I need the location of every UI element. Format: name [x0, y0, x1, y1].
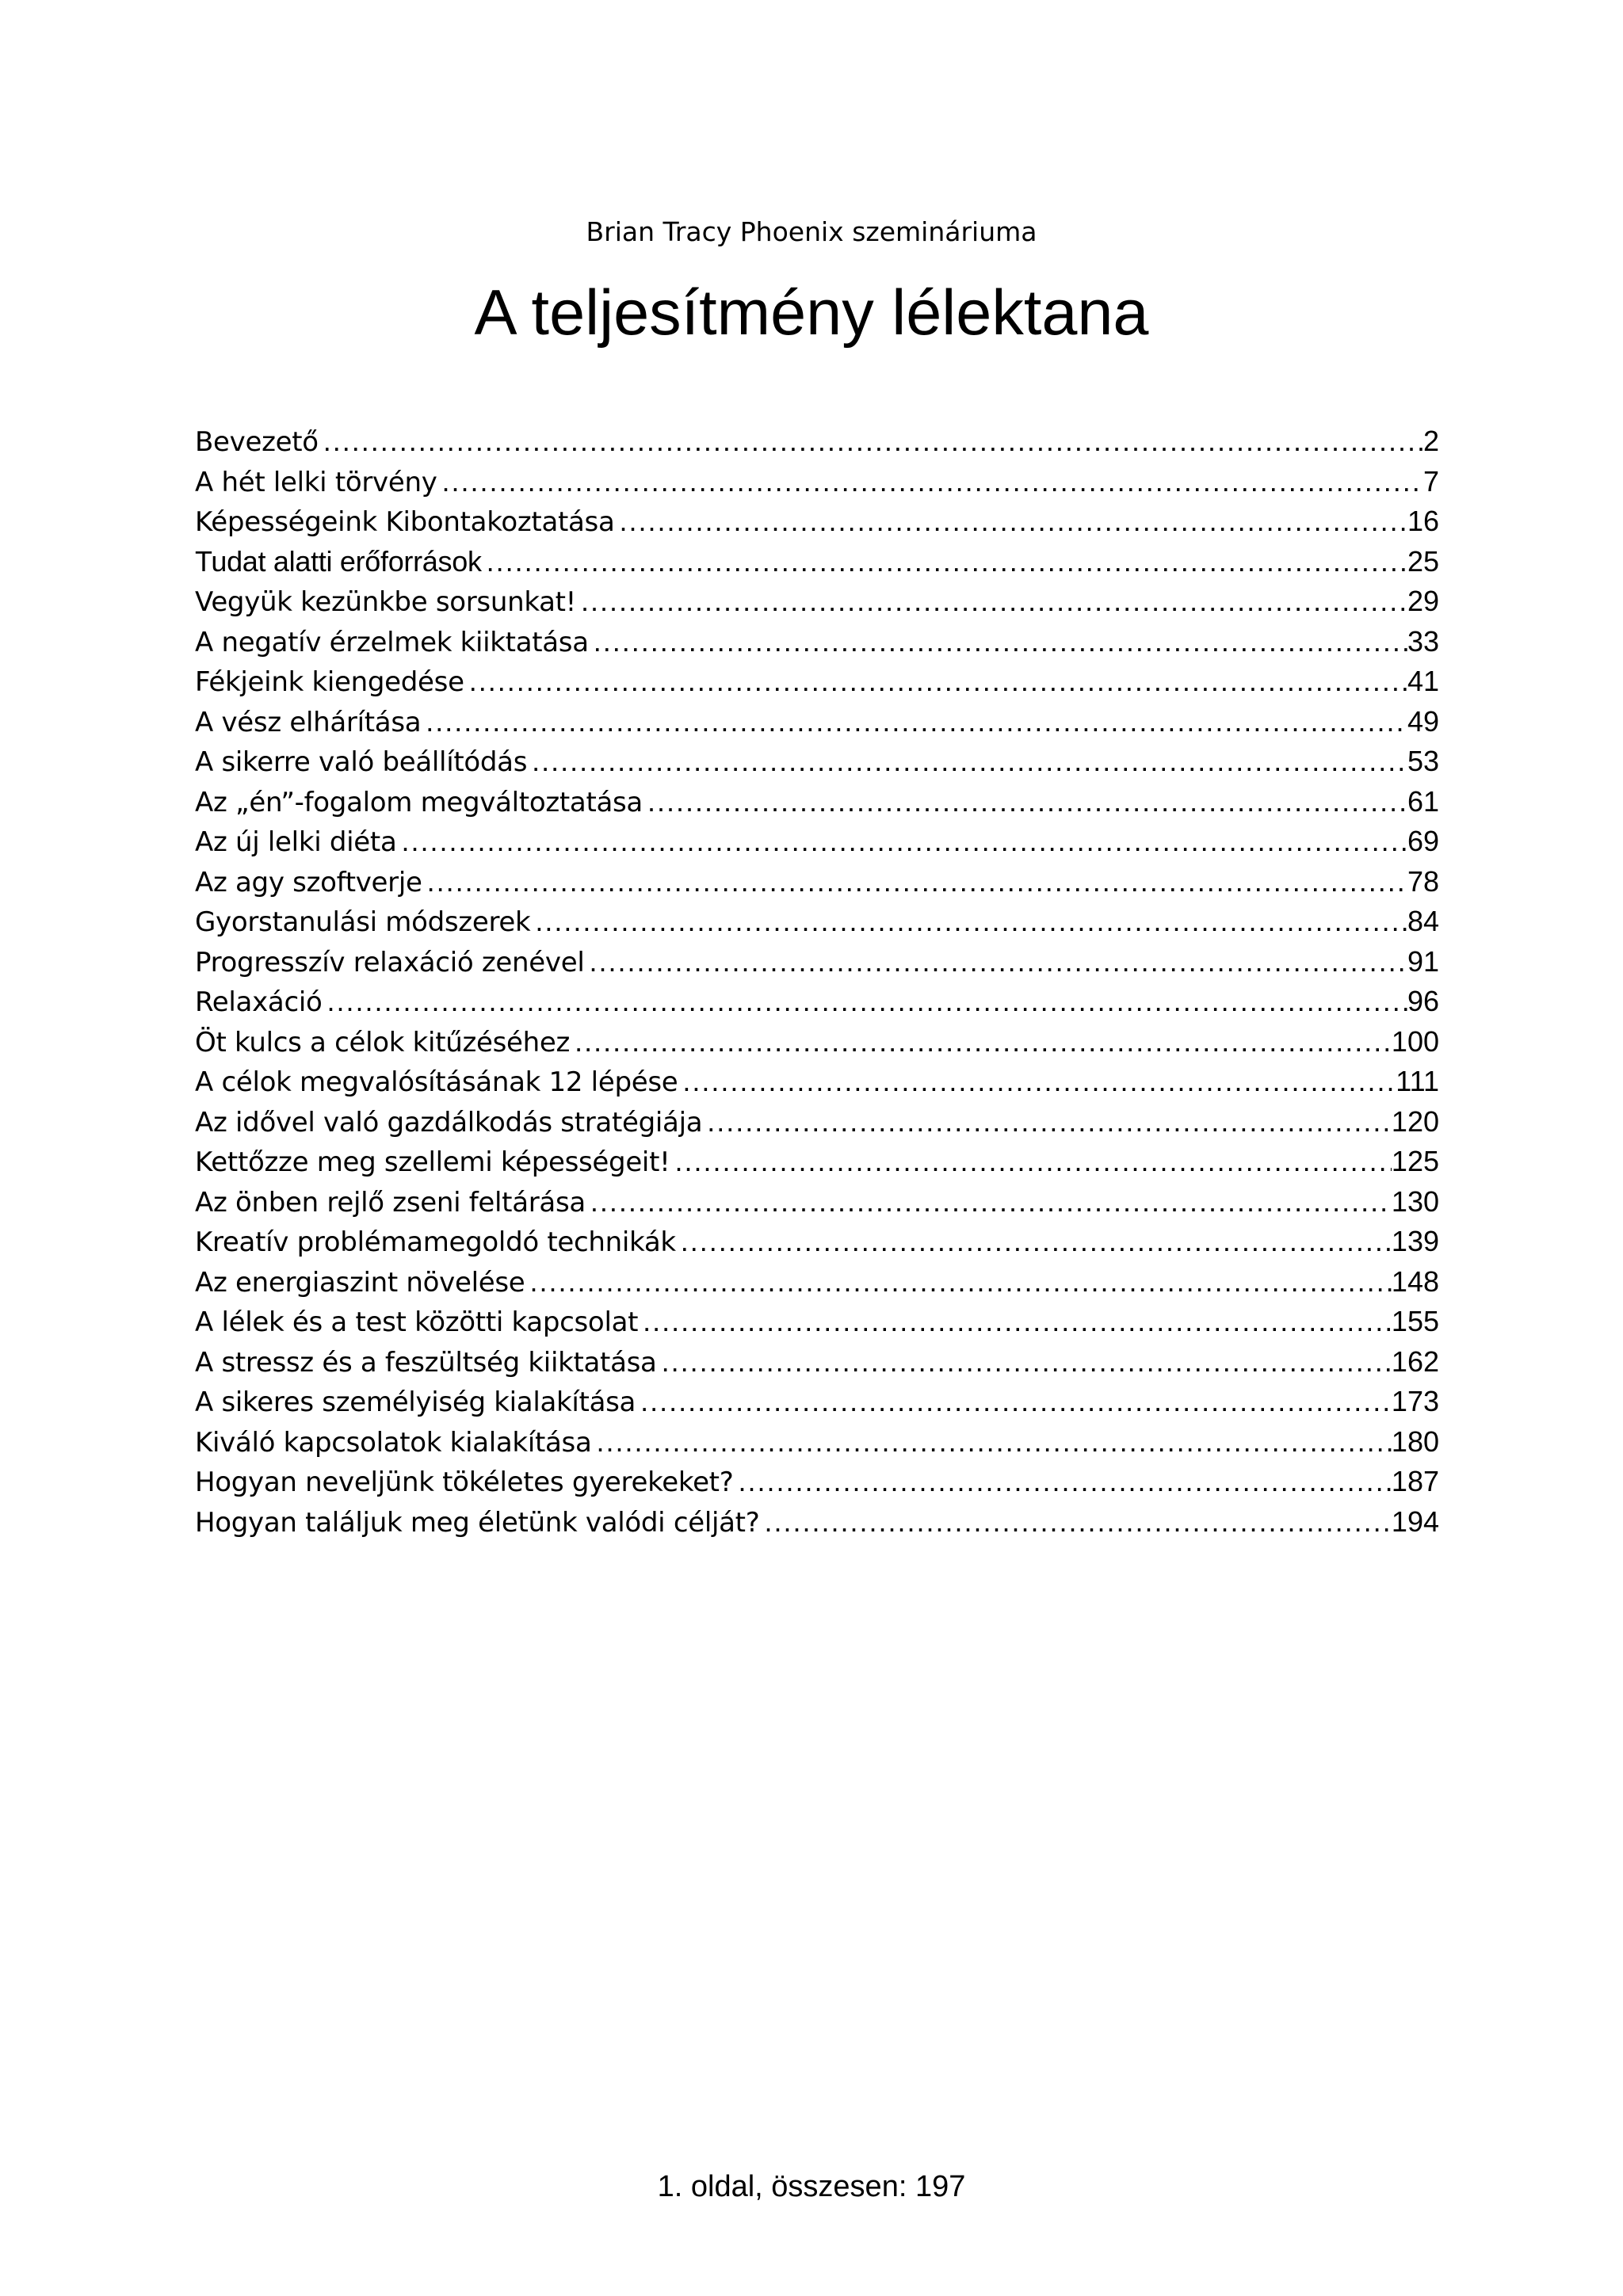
- toc-entry-page: 180: [1391, 1425, 1439, 1458]
- toc-entry: [195, 945, 1439, 986]
- toc-entry: [195, 785, 1439, 826]
- toc-entry-title: A vész elhárítása: [195, 706, 422, 738]
- toc-entry-page: 16: [1407, 505, 1439, 537]
- toc-entry-title: Az önben rejlő zseni feltárása: [195, 1186, 586, 1219]
- toc-entry: [195, 1305, 1439, 1345]
- toc-entry: [195, 1145, 1439, 1185]
- toc-entry-page: 162: [1391, 1344, 1439, 1378]
- toc-entry-title: A sikerre való beállítódás: [195, 746, 528, 778]
- toc-entry-title: Vegyük kezünkbe sorsunkat!: [195, 586, 577, 618]
- toc-entry-page: 61: [1407, 784, 1439, 818]
- toc-entry: [195, 905, 1439, 945]
- toc-dot-leader: [636, 1385, 1392, 1418]
- toc-entry-page: 84: [1407, 905, 1439, 937]
- toc-dot-leader: [638, 1305, 1392, 1338]
- toc-dot-leader: [570, 1025, 1392, 1058]
- toc-dot-leader: [702, 1105, 1392, 1138]
- toc-entry: [195, 1225, 1439, 1265]
- toc-entry-title: A célok megvalósításának 12 lépése: [195, 1066, 678, 1098]
- toc-entry-page: 194: [1391, 1505, 1439, 1538]
- toc-entry: [195, 505, 1439, 545]
- toc-entry-title: Képességeink Kibontakoztatása: [195, 506, 615, 538]
- toc-entry: [195, 1385, 1439, 1425]
- toc-dot-leader: [657, 1345, 1392, 1379]
- toc-entry-title: Progresszív relaxáció zenével: [195, 946, 585, 978]
- toc-entry: [195, 1505, 1439, 1546]
- toc-entry-title: Az új lelki diéta: [195, 826, 397, 858]
- toc-entry: [195, 665, 1439, 705]
- toc-entry-page: 111: [1396, 1065, 1439, 1097]
- toc-entry-page: 49: [1407, 704, 1439, 738]
- toc-entry-title: Tudat alatti erőforrások: [195, 544, 482, 578]
- toc-entry-page: 148: [1391, 1264, 1439, 1298]
- toc-entry-page: 33: [1407, 624, 1439, 658]
- toc-entry-page: 130: [1391, 1184, 1439, 1218]
- toc-dot-leader: [464, 665, 1407, 698]
- toc-entry: [195, 1105, 1439, 1146]
- toc-entry-title: Hogyan találjuk meg életünk valódi célját?: [195, 1506, 760, 1539]
- toc-entry: [195, 705, 1439, 746]
- toc-dot-leader: [592, 1425, 1392, 1459]
- toc-entry-title: Az „én”-fogalom megváltoztatása: [195, 786, 643, 818]
- toc-entry-title: Bevezető: [195, 426, 319, 458]
- toc-entry: [195, 825, 1439, 865]
- toc-entry-page: 125: [1391, 1145, 1439, 1177]
- toc-entry-page: 155: [1391, 1305, 1439, 1337]
- toc-dot-leader: [530, 905, 1407, 938]
- toc-dot-leader: [733, 1465, 1391, 1498]
- toc-entry-page: 139: [1391, 1225, 1439, 1257]
- toc-entry: [195, 1345, 1439, 1386]
- toc-entry-title: Az agy szoftverje: [195, 866, 422, 898]
- toc-entry-title: Hogyan neveljünk tökéletes gyerekeket?: [195, 1466, 734, 1498]
- toc-entry: [195, 1065, 1439, 1105]
- toc-entry: [195, 1025, 1439, 1066]
- toc-entry-title: Gyorstanulási módszerek: [195, 906, 531, 938]
- toc-dot-leader: [670, 1145, 1391, 1178]
- toc-entry-title: A sikeres személyiség kialakítása: [195, 1386, 636, 1418]
- toc-entry: [195, 865, 1439, 906]
- toc-entry: [195, 1185, 1439, 1226]
- toc-dot-leader: [584, 945, 1407, 978]
- toc-entry: [195, 625, 1439, 666]
- toc-entry-page: 96: [1407, 985, 1439, 1017]
- toc-dot-leader: [615, 505, 1407, 538]
- toc-entry: [195, 1425, 1439, 1466]
- toc-dot-leader: [437, 465, 1423, 498]
- toc-entry-page: 187: [1391, 1465, 1439, 1497]
- toc-entry-page: 69: [1407, 825, 1439, 857]
- toc-dot-leader: [421, 705, 1407, 738]
- toc-entry-title: A hét lelki törvény: [195, 466, 437, 498]
- toc-dot-leader: [676, 1225, 1392, 1258]
- toc-dot-leader: [759, 1505, 1391, 1539]
- document-title: A teljesítmény lélektana: [474, 277, 1149, 349]
- toc-dot-leader: [323, 985, 1407, 1018]
- toc-dot-leader: [678, 1065, 1396, 1098]
- toc-entry-page: 91: [1407, 944, 1439, 978]
- toc-entry-title: Az energiaszint növelése: [195, 1266, 525, 1299]
- toc-entry: [195, 1265, 1439, 1306]
- toc-dot-leader: [525, 1265, 1391, 1299]
- toc-entry: [195, 745, 1439, 785]
- toc-entry-title: Fékjeink kiengedése: [195, 666, 464, 698]
- toc-dot-leader: [396, 825, 1407, 858]
- toc-entry: [195, 1465, 1439, 1505]
- toc-entry-page: 2: [1423, 425, 1439, 457]
- toc-entry-title: Kreatív problémamegoldó technikák: [195, 1226, 676, 1258]
- toc-entry: [195, 465, 1439, 505]
- toc-entry-title: A lélek és a test közötti kapcsolat: [195, 1306, 639, 1338]
- toc-entry: [195, 425, 1439, 465]
- toc-entry-title: Öt kulcs a célok kitűzéséhez: [195, 1026, 571, 1058]
- toc-entry-page: 25: [1407, 544, 1439, 578]
- toc-entry: [195, 545, 1439, 585]
- toc-dot-leader: [643, 785, 1407, 818]
- toc-dot-leader: [589, 625, 1407, 658]
- toc-entry-page: 120: [1391, 1104, 1439, 1138]
- toc-entry-title: Relaxáció: [195, 986, 323, 1018]
- toc-entry-title: Az idővel való gazdálkodás stratégiája: [195, 1106, 703, 1138]
- toc-entry-title: A negatív érzelmek kiiktatása: [195, 626, 589, 658]
- toc-entry-page: 53: [1407, 745, 1439, 777]
- toc-entry: [195, 585, 1439, 625]
- toc-entry: [195, 985, 1439, 1025]
- toc-entry-title: Kettőzze meg szellemi képességeit!: [195, 1146, 670, 1178]
- document-subtitle: Brian Tracy Phoenix szemináriuma: [586, 216, 1037, 247]
- toc-entry-title: Kiváló kapcsolatok kialakítása: [195, 1426, 592, 1459]
- toc-dot-leader: [527, 745, 1407, 778]
- toc-entry-page: 100: [1391, 1024, 1439, 1058]
- toc-dot-leader: [586, 1185, 1392, 1219]
- toc-entry-page: 29: [1407, 585, 1439, 617]
- toc-entry-page: 7: [1423, 464, 1439, 498]
- toc-dot-leader: [319, 425, 1423, 458]
- toc-entry-title: A stressz és a feszültség kiiktatása: [195, 1346, 657, 1379]
- toc-entry-page: 41: [1407, 665, 1439, 697]
- page-footer: 1. oldal, összesen: 197: [657, 2170, 966, 2203]
- table-of-contents: [195, 425, 1439, 1545]
- toc-entry-page: 78: [1407, 864, 1439, 898]
- toc-entry-page: 173: [1391, 1385, 1439, 1417]
- toc-dot-leader: [482, 545, 1407, 578]
- toc-dot-leader: [422, 865, 1407, 898]
- toc-dot-leader: [576, 585, 1407, 618]
